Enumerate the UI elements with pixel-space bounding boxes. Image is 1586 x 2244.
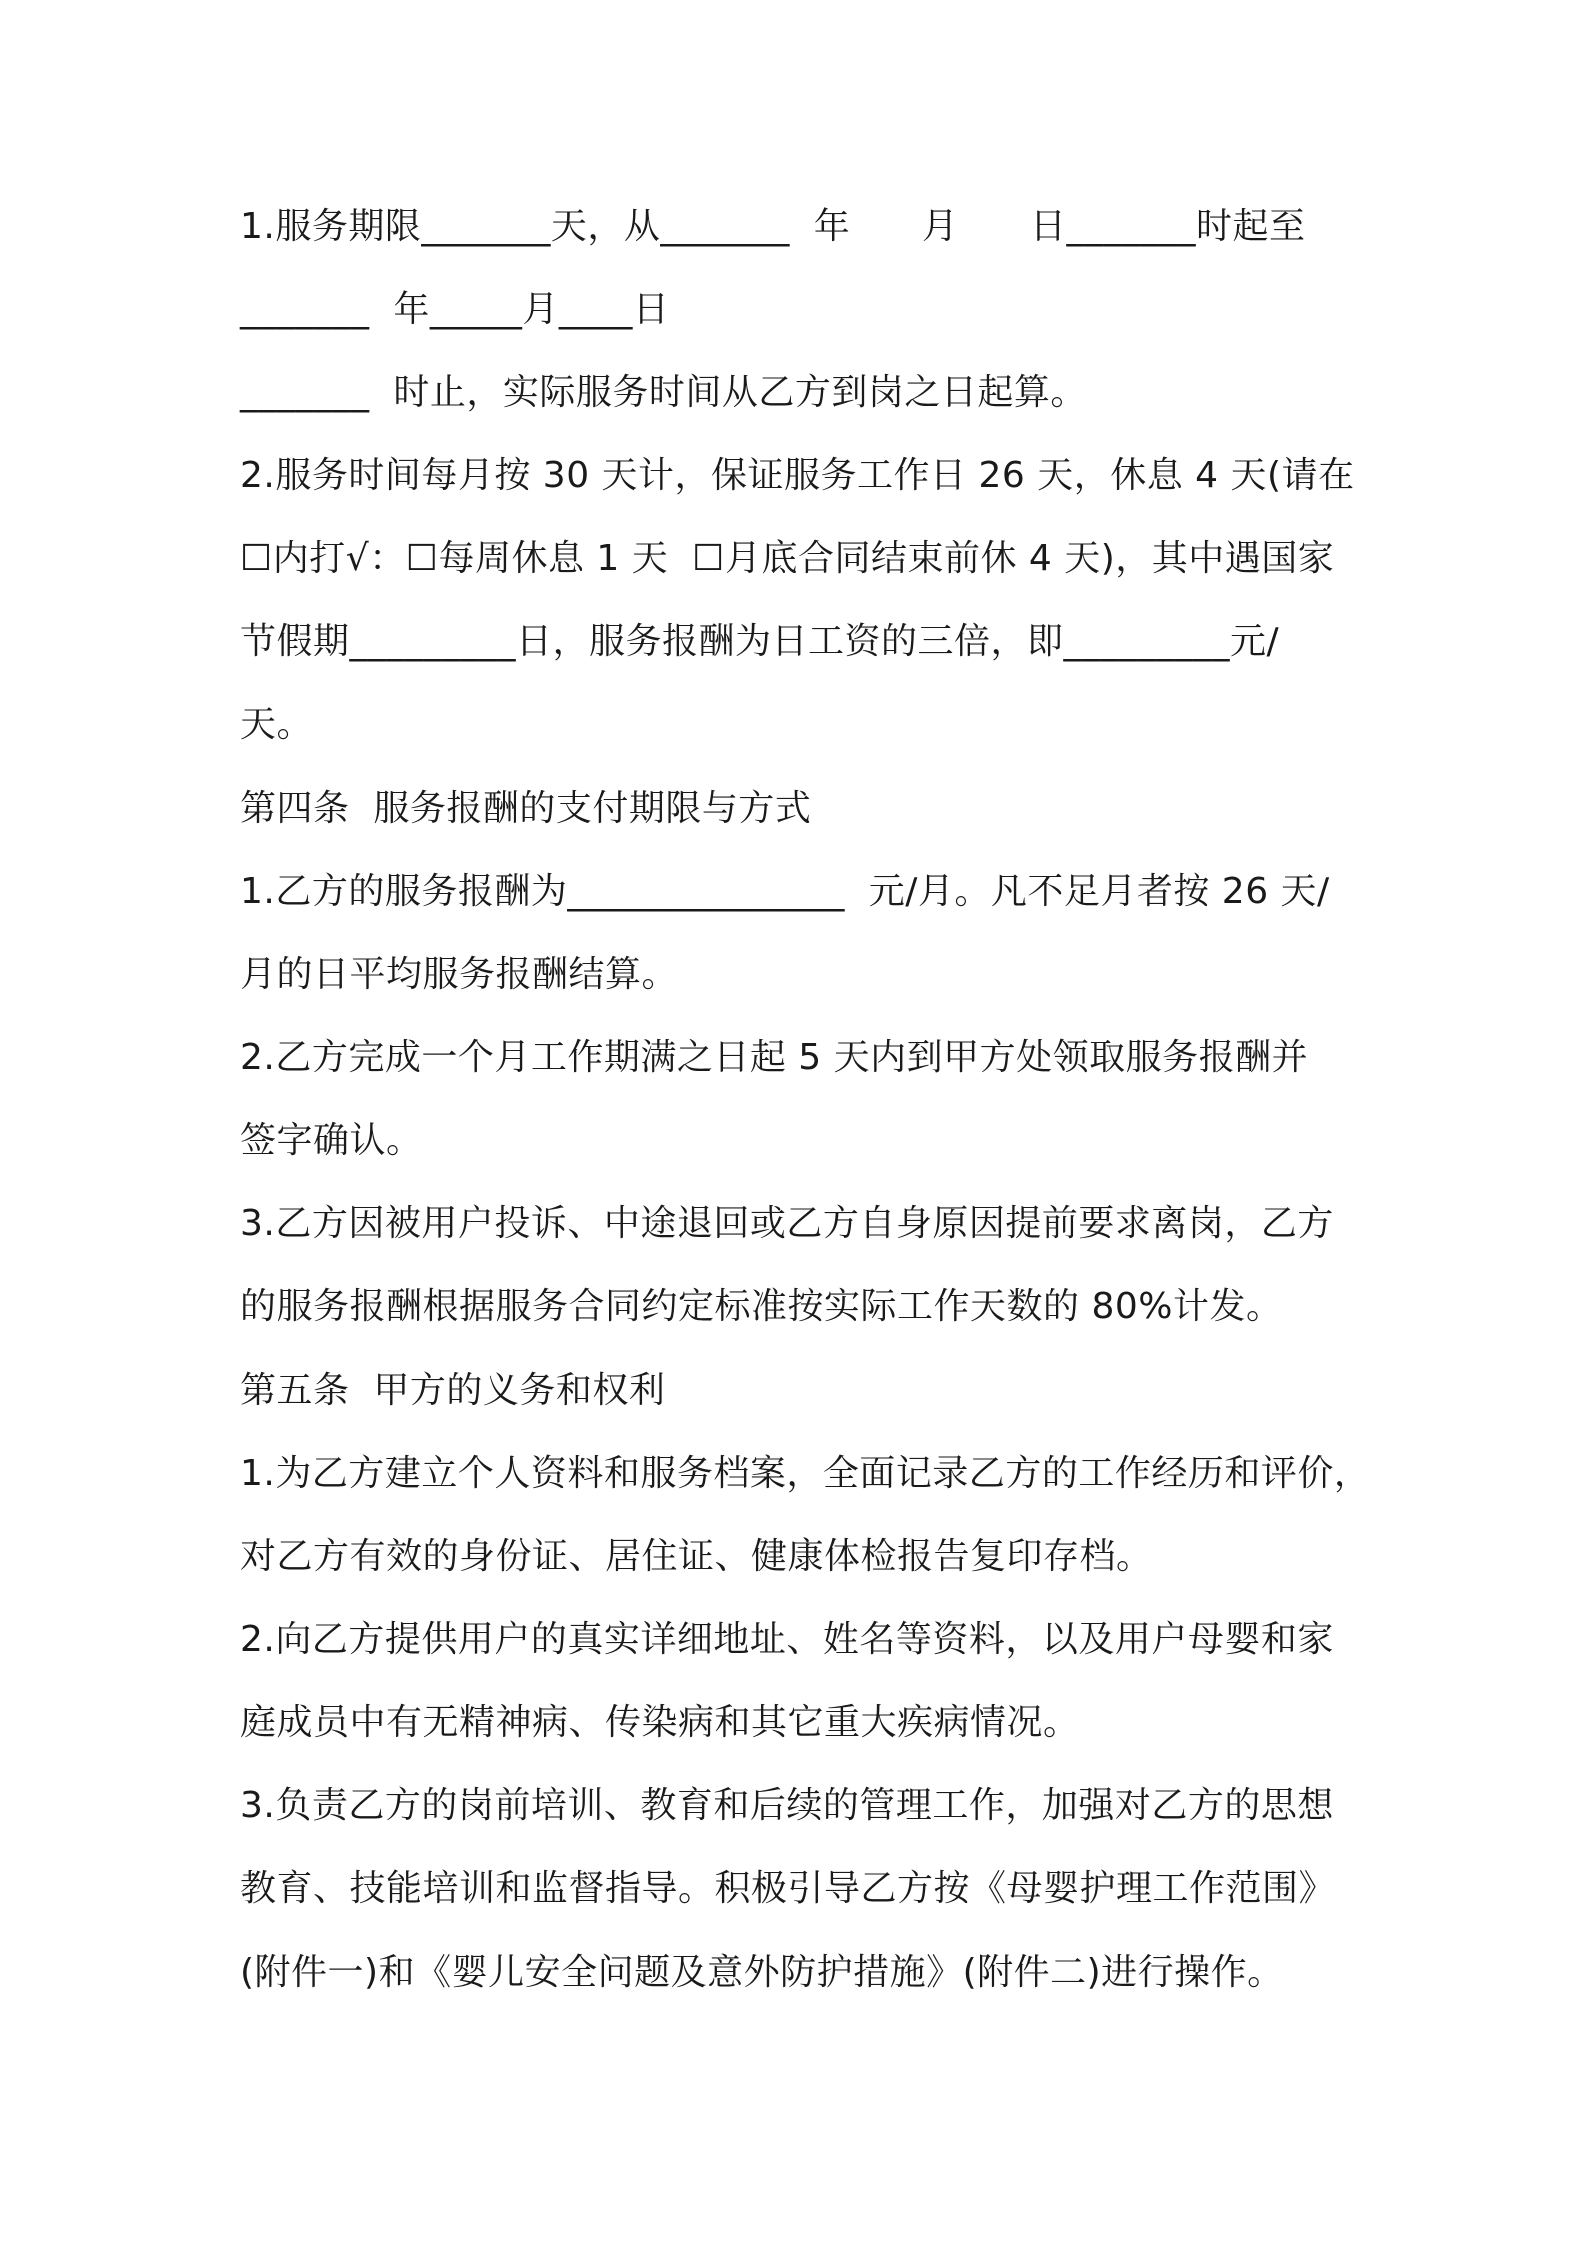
text-line: 的服务报酬根据服务合同约定标准按实际工作天数的 80%计发。	[240, 1286, 1283, 1327]
text-line: 天。	[240, 704, 314, 745]
section-heading: 第五条 甲方的义务和权利	[240, 1370, 666, 1411]
text-line: 教育、技能培训和监督指导。积极引导乙方按《母婴护理工作范围》	[240, 1868, 1336, 1909]
text-line: 3.负责乙方的岗前培训、教育和后续的管理工作，加强对乙方的思想	[240, 1785, 1334, 1826]
text-line: 签字确认。	[240, 1120, 423, 1161]
text-line: 2.向乙方提供用户的真实详细地址、姓名等资料，以及用户母婴和家	[240, 1619, 1334, 1660]
text-line: 1.乙方的服务报酬为_______________ 元/月。凡不足月者按 26 天/	[240, 871, 1330, 912]
text-line: 节假期_________日，服务报酬为日工资的三倍，即_________元/	[240, 621, 1280, 662]
text-line: 2.服务时间每月按 30 天计，保证服务工作日 26 天，休息 4 天(请在	[240, 455, 1355, 496]
text-line: 月的日平均服务报酬结算。	[240, 954, 679, 995]
text-line: ☐内打√：☐每周休息 1 天 ☐月底合同结束前休 4 天)，其中遇国家	[240, 538, 1335, 579]
text-line: _______ 时止，实际服务时间从乙方到岗之日起算。	[240, 372, 1087, 413]
text-line: 对乙方有效的身份证、居住证、健康体检报告复印存档。	[240, 1536, 1153, 1577]
text-line: 3.乙方因被用户投诉、中途退回或乙方自身原因提前要求离岗，乙方	[240, 1203, 1334, 1244]
section-heading: 第四条 服务报酬的支付期限与方式	[240, 788, 812, 829]
text-line: 庭成员中有无精神病、传染病和其它重大疾病情况。	[240, 1702, 1080, 1743]
text-line: 1.服务期限_______天，从_______ 年 月 日_______时起至	[240, 206, 1306, 247]
text-line: _______ 年_____月____日	[240, 289, 670, 330]
text-line: (附件一)和《婴儿安全问题及意外防护措施》(附件二)进行操作。	[240, 1952, 1284, 1993]
text-line: 1.为乙方建立个人资料和服务档案，全面记录乙方的工作经历和评价，	[240, 1453, 1371, 1494]
text-line: 2.乙方完成一个月工作期满之日起 5 天内到甲方处领取服务报酬并	[240, 1037, 1309, 1078]
